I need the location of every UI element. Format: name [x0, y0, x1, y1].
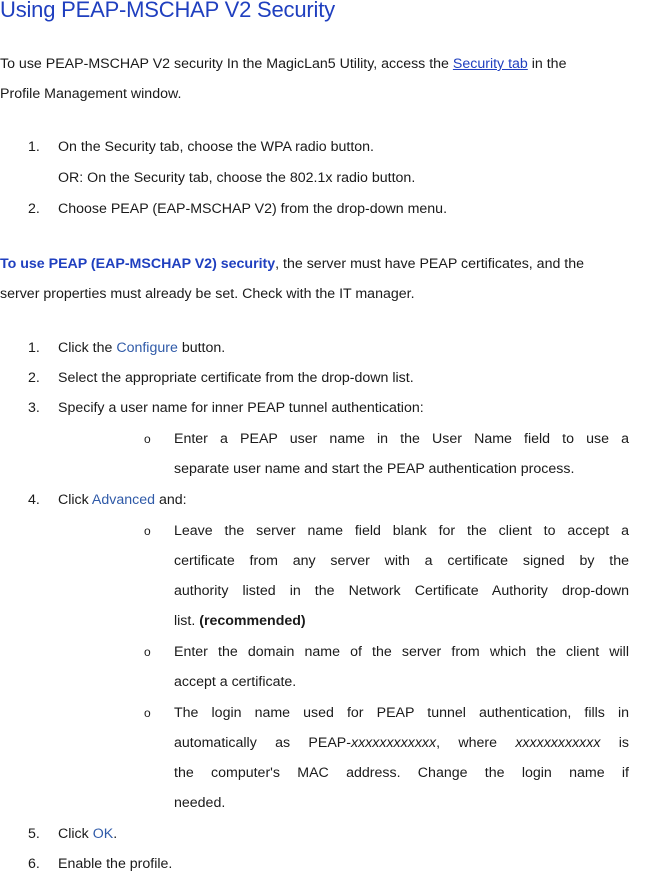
bullet-marker: o — [144, 432, 151, 446]
mac-placeholder-2: xxxxxxxxxxxx — [515, 735, 601, 751]
step-a1-alt-text: OR: On the Security tab, choose the 802.1x radio button. — [58, 170, 416, 186]
step-b1-pre: Click the — [58, 340, 117, 356]
bullet-marker: o — [144, 706, 151, 720]
step-a2-number: 2. — [28, 201, 40, 217]
step-a2-text: Choose PEAP (EAP-MSCHAP V2) from the drop-down menu. — [58, 201, 448, 217]
step-b5-text — [58, 825, 117, 843]
mac-placeholder-1: xxxxxxxxxxxx — [350, 735, 437, 751]
step-b2-number: 2. — [28, 370, 40, 386]
b1-line-3: authority listed in the Network Certificate Authority drop-down — [174, 583, 629, 599]
b2-line-1: Enter the domain name of the server from which the client will — [174, 644, 629, 660]
intro-text-tail: in the — [527, 56, 567, 72]
step-b6-text: Enable the profile. — [58, 856, 173, 872]
step-b4-pre: Click — [58, 492, 92, 508]
para2-line-2: server properties must already be set. Check with the IT manager. — [0, 286, 415, 302]
intro-line-1 — [0, 55, 566, 73]
step-b6-number: 6. — [28, 856, 40, 872]
para2-text: , the server must have PEAP certificates, and the — [275, 256, 585, 272]
step-a1-number: 1. — [28, 139, 40, 155]
bullet-marker: o — [144, 524, 151, 538]
step-b3-bullet-line-1: Enter a PEAP user name in the User Name field to use a — [174, 431, 629, 447]
advanced-link[interactable]: Advanced — [91, 492, 156, 508]
step-b4-number: 4. — [28, 492, 40, 508]
b1-line-1: Leave the server name field blank for the client to accept a — [174, 523, 629, 539]
step-b1-number: 1. — [28, 340, 40, 356]
step-b5-pre: Click — [58, 826, 93, 842]
step-b5-post: . — [113, 826, 118, 842]
para2-line-1 — [0, 255, 584, 273]
step-a1-text: On the Security tab, choose the WPA radio button. — [58, 139, 374, 155]
para2-bold-lead: To use PEAP (EAP-MSCHAP V2) security — [0, 256, 276, 272]
step-b4-post: and: — [155, 492, 187, 508]
b3-line-2 — [174, 734, 629, 752]
bullet-marker: o — [144, 645, 151, 659]
b2-line-2: accept a certificate. — [174, 674, 297, 690]
step-b3-text: Specify a user name for inner PEAP tunnel authentication: — [58, 400, 424, 416]
page-title: Using PEAP-MSCHAP V2 Security — [0, 0, 335, 22]
step-b2-text: Select the appropriate certificate from the drop-down list. — [58, 370, 414, 386]
b3-line-2-post: is — [600, 735, 630, 751]
step-b3-bullet-line-2: separate user name and start the PEAP authentication process. — [174, 461, 575, 477]
b3-line-3: the computer's MAC address. Change the login name if — [174, 765, 629, 781]
step-b4-text — [58, 491, 187, 509]
b3-line-2-mid: , where — [436, 735, 516, 751]
b1-line-4 — [174, 612, 306, 630]
configure-link[interactable]: Configure — [116, 340, 178, 356]
intro-text: To use PEAP-MSCHAP V2 security In the MagicLan5 Utility, access the — [0, 56, 453, 72]
security-tab-link[interactable]: Security tab — [452, 56, 528, 72]
step-b3-number: 3. — [28, 400, 40, 416]
step-b1-text — [58, 339, 225, 357]
step-b5-number: 5. — [28, 826, 40, 842]
intro-line-2: Profile Management window. — [0, 86, 182, 102]
b3-line-1: The login name used for PEAP tunnel authentication, fills in — [174, 705, 629, 721]
b1-line-2: certificate from any server with a certificate signed by the — [174, 553, 629, 569]
b3-line-4: needed. — [174, 795, 226, 811]
ok-link[interactable]: OK — [92, 826, 114, 842]
b3-line-2-pre: automatically as PEAP- — [174, 735, 351, 751]
b1-line-4-pre: list. — [174, 613, 200, 629]
recommended-note: (recommended) — [199, 613, 306, 629]
step-b1-post: button. — [177, 340, 226, 356]
